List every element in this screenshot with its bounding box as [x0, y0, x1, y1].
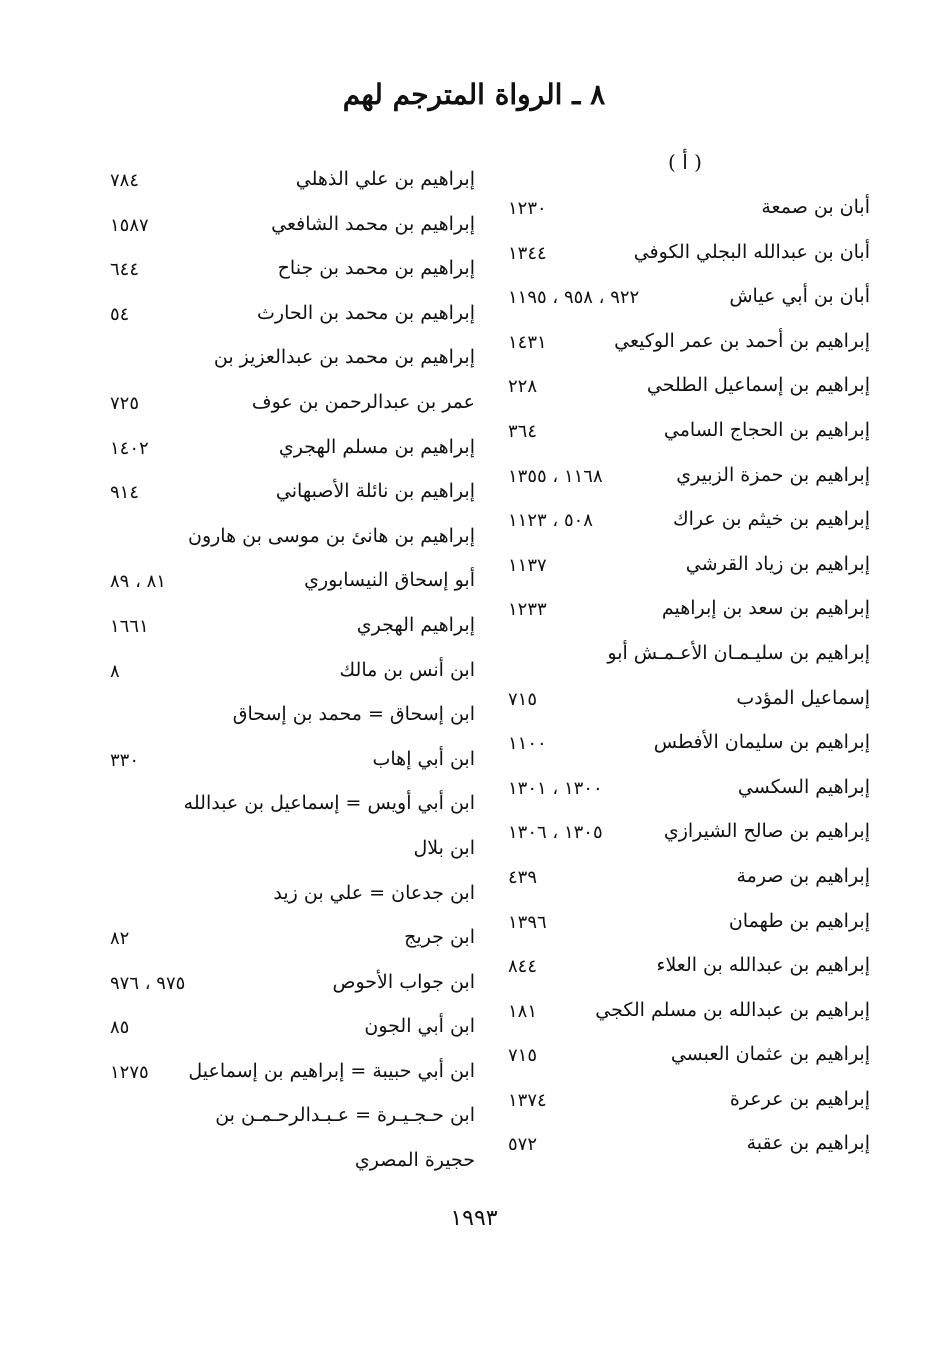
entry-name: ابن أبي الجون — [364, 1015, 475, 1038]
index-entry — [500, 591, 870, 636]
entry-pages: ٥٤ — [110, 303, 130, 325]
entry-pages: ٣٣٠ — [110, 749, 140, 771]
entry-name: إبراهيم بن الحجاج السامي — [663, 418, 870, 441]
index-entry — [100, 340, 475, 385]
index-entry — [100, 296, 475, 341]
entry-pages: ١٣٤٤ — [508, 242, 547, 264]
section-title: ٨ ـ الرواة المترجم لهم — [342, 78, 606, 111]
entry-pages: ٩٢٢ ، ٩٥٨ ، ١١٩٥ — [508, 287, 640, 309]
entry-name: أبان بن صمعة — [761, 196, 870, 218]
entry-name: عمر بن عبدالرحمن بن عوف — [251, 390, 475, 413]
index-entry — [100, 251, 475, 296]
right-entries-list — [500, 190, 870, 1171]
index-entry — [500, 324, 870, 369]
entry-name: إبراهيم بن خيثم بن عراك — [672, 508, 870, 531]
index-entry — [500, 636, 870, 681]
index-entry — [500, 1037, 870, 1082]
entry-pages: ٧٢٥ — [110, 392, 140, 414]
entry-pages: ١٨١ — [508, 1000, 538, 1022]
entry-name: ابن بلال — [413, 836, 475, 859]
entry-name: إبراهيم بن عبدالله بن العلاء — [656, 954, 870, 977]
index-entry — [100, 430, 475, 475]
entry-pages: ١٤٠٢ — [110, 437, 149, 459]
entry-pages: ١١٣٧ — [508, 554, 547, 576]
entry-name: إبراهيم بن طهمان — [728, 909, 870, 932]
entry-pages: ٨١ ، ٨٩ — [110, 571, 166, 593]
index-entry — [500, 547, 870, 592]
index-entry — [100, 519, 475, 564]
entry-name: إبراهيم بن محمد بن الحارث — [257, 301, 475, 324]
page-number: ١٩٩٣ — [450, 1206, 498, 1231]
entry-pages: ١١٦٨ ، ١٣٥٥ — [508, 465, 603, 487]
entry-name: إبراهيم بن سعد بن إبراهيم — [661, 597, 870, 620]
index-entry — [500, 770, 870, 815]
left-entries-list — [100, 162, 475, 1188]
entry-name: إبراهيم بن سليمان الأفطس — [653, 731, 870, 754]
entry-pages: ٩٧٥ ، ٩٧٦ — [110, 972, 186, 994]
entry-pages: ٩١٤ — [110, 482, 140, 504]
index-entry — [100, 1098, 475, 1143]
entry-pages: ١٣٠٥ ، ١٣٠٦ — [508, 822, 603, 844]
entry-name: إبراهيم بن علي الذهلي — [295, 168, 475, 190]
index-entry — [100, 1009, 475, 1054]
index-entry — [500, 502, 870, 547]
entry-name: إبراهيم بن عبدالله بن مسلم الكجي — [595, 998, 870, 1021]
entry-pages: ١٢٧٥ — [110, 1061, 149, 1083]
index-entry — [500, 1082, 870, 1127]
entry-name: إبراهيم بن حمزة الزبيري — [676, 463, 870, 486]
entry-name: أبو إسحاق النيسابوري — [304, 569, 475, 592]
entry-name: إبراهيم بن صالح الشيرازي — [663, 820, 870, 843]
entry-pages: ١٣٠٠ ، ١٣٠١ — [508, 777, 603, 799]
entry-pages: ٥٠٨ ، ١١٢٣ — [508, 510, 593, 532]
entry-pages: ٨٥ — [110, 1017, 130, 1039]
entry-pages: ٤٣٩ — [508, 866, 538, 888]
entry-name: إبراهيم بن عرعرة — [729, 1087, 870, 1110]
index-entry — [100, 742, 475, 787]
index-entry — [500, 859, 870, 904]
entry-name: إبراهيم بن محمد الشافعي — [271, 212, 475, 235]
index-entry — [500, 368, 870, 413]
entry-pages: ٧١٥ — [508, 1045, 538, 1067]
entry-pages: ١١٠٠ — [508, 733, 547, 755]
index-entry — [100, 474, 475, 519]
index-entry — [100, 876, 475, 921]
index-entry — [100, 653, 475, 698]
index-entry — [500, 814, 870, 859]
entry-pages: ٦٤٤ — [110, 259, 140, 281]
entry-pages: ١٥٨٧ — [110, 214, 149, 236]
entry-name: ابن حـجـيـرة = عـبـدالرحـمـن بن — [215, 1104, 475, 1127]
entry-name: إبراهيم بن محمد بن جناح — [277, 257, 475, 280]
index-entry — [100, 207, 475, 252]
index-entry — [100, 162, 475, 207]
entry-pages: ١٢٣٣ — [508, 599, 547, 621]
entry-name: إبراهيم بن مسلم الهجري — [278, 435, 475, 458]
entry-name: إبراهيم بن نائلة الأصبهاني — [275, 480, 475, 503]
index-entry — [100, 831, 475, 876]
index-entry — [500, 279, 870, 324]
entry-name: إبراهيم السكسي — [737, 775, 870, 798]
index-entry — [100, 965, 475, 1010]
entry-pages: ٨٢ — [110, 928, 130, 950]
entry-name: إبراهيم الهجري — [356, 613, 475, 636]
index-entry — [500, 681, 870, 726]
entry-name: إسماعيل المؤدب — [736, 686, 870, 709]
index-entry — [500, 948, 870, 993]
entry-pages: ١٦٦١ — [110, 615, 149, 637]
entry-name: إبراهيم بن عثمان العبسي — [670, 1043, 870, 1066]
entry-pages: ١٣٩٦ — [508, 911, 547, 933]
entry-name: أبان بن عبدالله البجلي الكوفي — [633, 240, 870, 263]
entry-name: إبراهيم بن عقبة — [746, 1132, 870, 1155]
entry-pages: ٨ — [110, 660, 120, 682]
index-entry — [500, 458, 870, 503]
entry-pages: ٨٤٤ — [508, 956, 538, 978]
index-entry — [500, 904, 870, 949]
index-entry — [100, 385, 475, 430]
index-entry — [100, 563, 475, 608]
entry-pages: ٧٨٤ — [110, 170, 140, 191]
index-entry — [500, 413, 870, 458]
entry-name: إبراهيم بن إسماعيل الطلحي — [646, 374, 870, 397]
index-entry — [500, 235, 870, 280]
entry-name: ابن أبي حبيبة = إبراهيم بن إسماعيل — [188, 1059, 475, 1082]
index-entry — [100, 1143, 475, 1188]
entry-pages: ١٢٣٠ — [508, 198, 547, 219]
index-entry — [100, 697, 475, 742]
left-column — [100, 150, 475, 1188]
entry-name: إبراهيم بن سليـمـان الأعـمـش أبو — [607, 641, 870, 664]
index-entry — [500, 190, 870, 235]
entry-name: ابن أنس بن مالك — [339, 658, 475, 681]
entry-name: حجيرة المصري — [354, 1149, 475, 1172]
right-column — [500, 150, 870, 1171]
index-entry — [100, 608, 475, 653]
entry-name: ابن جواب الأحوص — [332, 970, 475, 993]
entry-pages: ٧١٥ — [508, 688, 538, 710]
entry-name: إبراهيم بن محمد بن عبدالعزيز بن — [213, 346, 475, 369]
entry-pages: ٢٢٨ — [508, 376, 538, 398]
entry-pages: ١٣٧٤ — [508, 1089, 547, 1111]
entry-name: إبراهيم بن أحمد بن عمر الوكيعي — [614, 329, 870, 352]
entry-name: ابن أبي إهاب — [372, 747, 475, 770]
index-entry — [100, 920, 475, 965]
entry-pages: ٣٦٤ — [508, 420, 538, 442]
letter-heading: ( أ ) — [668, 150, 702, 174]
entry-name: إبراهيم بن زياد القرشي — [685, 552, 870, 575]
index-entry — [100, 1054, 475, 1099]
entry-name: ابن جريج — [404, 926, 475, 949]
entry-name: إبراهيم بن صرمة — [736, 864, 870, 887]
index-entry — [500, 725, 870, 770]
left-column-spacer — [100, 150, 475, 162]
entry-pages: ١٤٣١ — [508, 331, 547, 353]
index-entry — [100, 786, 475, 831]
entry-name: ابن جدعان = علي بن زيد — [273, 881, 475, 904]
index-entry — [500, 1126, 870, 1171]
entry-pages: ٥٧٢ — [508, 1134, 538, 1156]
entry-name: إبراهيم بن هانئ بن موسى بن هارون — [187, 524, 475, 547]
index-entry — [500, 993, 870, 1038]
entry-name: ابن إسحاق = محمد بن إسحاق — [232, 703, 475, 726]
entry-name: أبان بن أبي عياش — [729, 285, 870, 308]
entry-name: ابن أبي أويس = إسماعيل بن عبدالله — [183, 792, 475, 815]
